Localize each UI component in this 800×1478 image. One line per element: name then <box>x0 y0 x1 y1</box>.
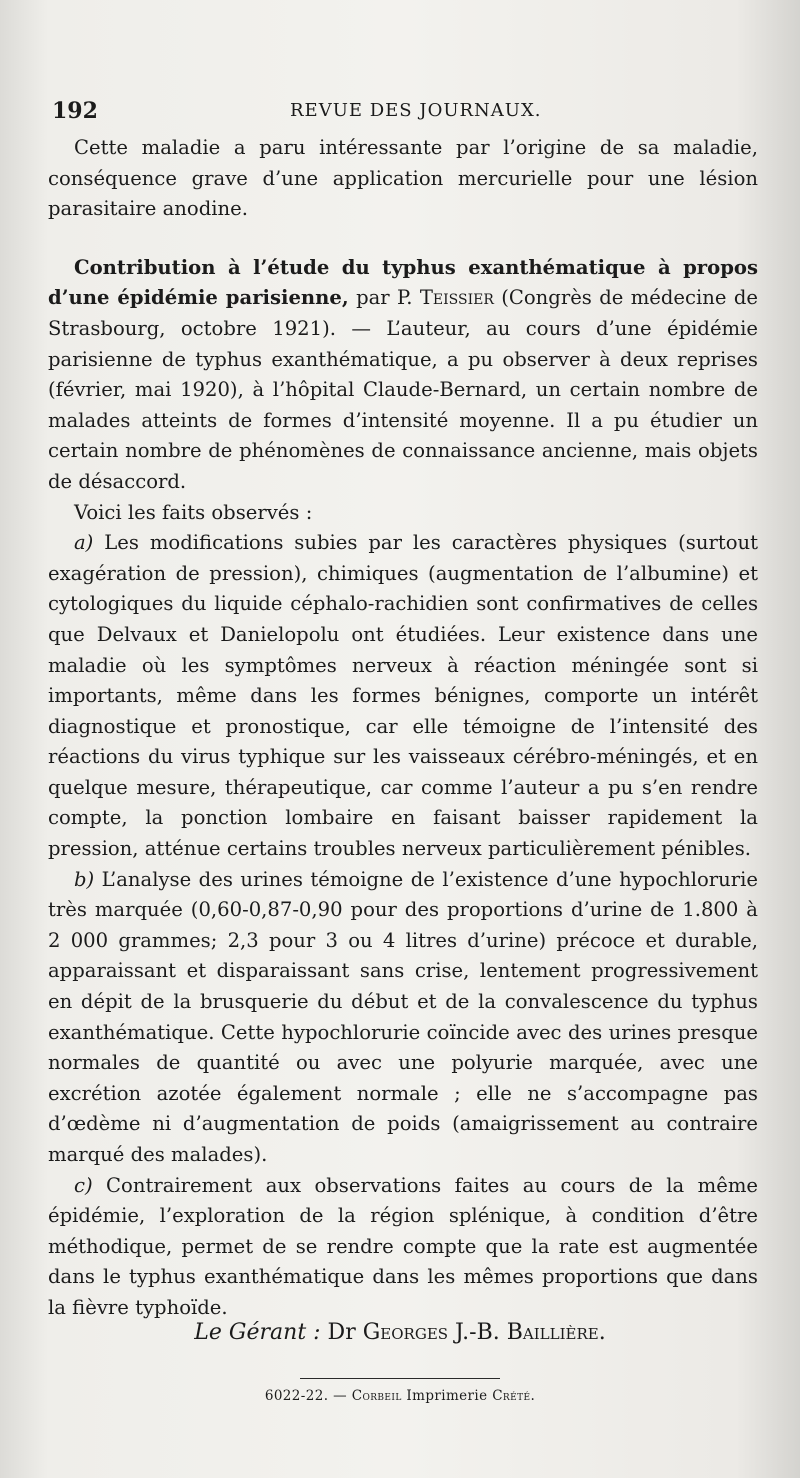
point-a-label: a) <box>74 531 94 555</box>
point-b-text: L’analyse des urines témoigne de l’existence d’une hypochlorurie très marquée (0,60-0,87-0,90 pour des proportions d’urine de 1.800 à 2 000 grammes; 2,3 pour 3 ou 4 litres d’urine) précoce et durable, apparaissant et disparaissant sans crise, lentement progressivement en dépit de la brusquerie du début et de la convalescence du typhus exanthématique. Cette hypochlorurie coïncide avec des urines presque normales de quantité ou avec une polyurie marquée, avec une excrétion azotée également normale ; elle ne s’accompagne pas d’œdème ni d’augmentation de poids (amaigrissement au contraire marqué des malades). <box>48 867 758 1166</box>
running-title: REVUE DES JOURNAUX. <box>290 100 542 121</box>
facts-intro: Voici les faits observés : <box>74 500 313 524</box>
footer-rule <box>300 1378 500 1379</box>
imprint-city: Corbeil <box>351 1388 402 1404</box>
point-c-paragraph <box>48 1171 758 1324</box>
page-header <box>52 98 752 126</box>
article-author: Teissier <box>419 286 494 310</box>
point-b-paragraph <box>48 865 758 1171</box>
manager-title: Dr <box>320 1320 363 1345</box>
printer-imprint <box>0 1388 800 1404</box>
manager-name: Georges J.-B. Baillière. <box>362 1320 606 1345</box>
article-paragraph <box>48 253 758 498</box>
article-title: Contribution à l’étude du typhus exanthématique à propos d’une épidémie parisienne, <box>48 255 758 310</box>
manager-label: Le Gérant : <box>194 1320 321 1345</box>
body-text <box>48 133 758 1324</box>
page-number: 192 <box>52 98 98 124</box>
point-a-text: Les modifications subies par les caractères physiques (surtout exagération de pression), chimiques (augmentation de l’albumine) et cytologiques du liquide céphalo-rachidien sont confirmatives de celles que Delvaux et Danielopolu ont étudiées. Leur existence dans une maladie où les symptômes nerveux à réaction méningée sont si importants, même dans les formes bénignes, comporte un intérêt diagnostique et pronostique, car elle témoigne de l’intensité des réactions du virus typhique sur les vaisseaux cérébro-méningés, et en quelque mesure, thérapeutique, car comme l’auteur a pu s’en rendre compte, la ponction lombaire en faisant baisser rapidement la pression, atténue certains troubles nerveux particulièrement pénibles. <box>48 531 758 861</box>
point-a-paragraph <box>48 528 758 865</box>
imprint-printer: Crété. <box>492 1388 536 1404</box>
intro-paragraph: Cette maladie a paru intéressante par l’origine de sa maladie, conséquence grave d’une application mercurielle pour une lésion parasitaire anodine. <box>48 136 758 221</box>
point-b-label: b) <box>74 867 95 891</box>
manager-signature <box>0 1316 800 1350</box>
point-c-text: Contrairement aux observations faites au cours de la même épidémie, l’exploration de la région splénique, à condition d’être méthodique, permet de se rendre compte que la rate est augmentée dans le typhus exanthématique dans les mêmes proportions que dans la fièvre typhoïde. <box>48 1173 758 1319</box>
imprint-text: Imprimerie <box>401 1388 493 1404</box>
imprint-dash: — <box>328 1388 352 1404</box>
imprint-number: 6022-22. <box>264 1388 329 1404</box>
article-body: (Congrès de médecine de Strasbourg, octobre 1921). — L’auteur, au cours d’une épidémie parisienne de typhus exanthématique, a pu observer à deux reprises (février, mai 1920), à l’hôpital Claude-Bernard, un certain nombre de malades atteints de formes d’intensité moyenne. Il a pu étudier un certain nombre de phénomènes de connaissance ancienne, mais objets de désaccord. <box>48 286 758 493</box>
point-c-label: c) <box>74 1173 93 1197</box>
article-author-prefix: par P. <box>348 286 420 310</box>
